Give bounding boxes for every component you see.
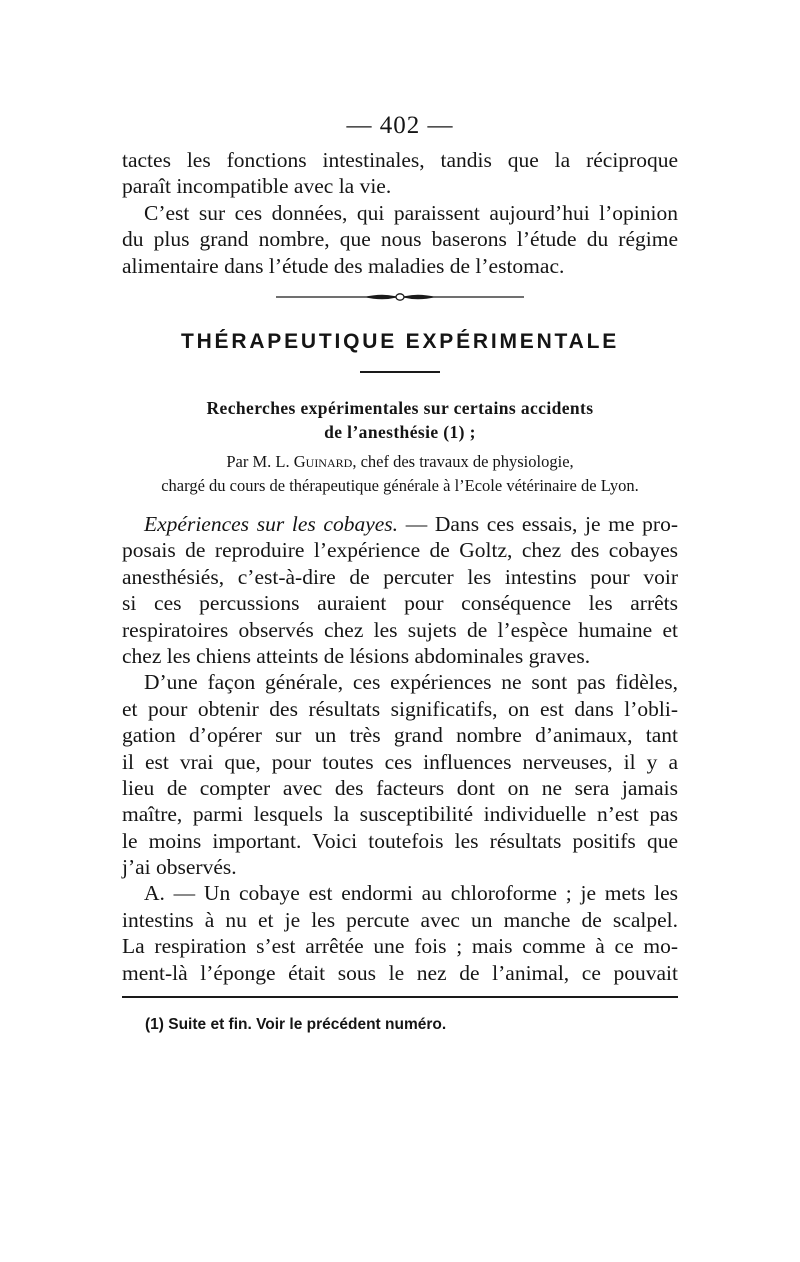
text-line: C’est sur ces données, qui paraissent aujourd’hui l’opinion bbox=[144, 200, 678, 225]
byline-suffix: , chef des travaux de physiologie, bbox=[352, 452, 574, 471]
text-line: gation d’opérer sur un très grand nombre d’animaux, tant bbox=[122, 723, 678, 748]
footnote: (1) Suite et fin. Voir le précédent numéro. bbox=[145, 1016, 447, 1033]
text-line: anesthésiés, c’est-à-dire de percuter les intestins pour voir bbox=[122, 564, 678, 589]
footnote-rule bbox=[122, 996, 678, 998]
article-title-line: de l’anesthésie (1) ; bbox=[324, 422, 476, 442]
text-line: intestins à nu et je les percute avec un manche de scalpel. bbox=[122, 907, 678, 932]
text-line: posais de reproduire l’expérience de Goltz, chez des cobayes bbox=[122, 538, 678, 563]
text-line: chez les chiens atteints de lésions abdominales graves. bbox=[122, 643, 591, 668]
text-line: si ces percussions auraient pour conséquence les arrêts bbox=[122, 591, 678, 616]
text-line: D’une façon générale, ces expériences ne sont pas fidèles, bbox=[144, 670, 678, 695]
page-number: — 402 — bbox=[346, 112, 454, 139]
text-line: j’ai observés. bbox=[122, 855, 237, 880]
author-name: Guinard bbox=[293, 452, 353, 471]
subheading: Expériences sur les cobayes. bbox=[144, 512, 399, 536]
opening-paragraph bbox=[122, 147, 678, 279]
text-line: du plus grand nombre, que nous baserons l’étude du régime bbox=[122, 227, 678, 252]
text-line: ment-là l’éponge était sous le nez de l’animal, ce pouvait bbox=[122, 960, 678, 985]
text-line: La respiration s’est arrêtée une fois ; mais comme à ce mo- bbox=[122, 934, 678, 959]
text-line: lieu de compter avec des facteurs dont on ne sera jamais bbox=[122, 775, 678, 800]
byline-line bbox=[0, 450, 800, 474]
text-line: et pour obtenir des résultats significatifs, on est dans l’obli- bbox=[122, 696, 678, 721]
ornamental-divider bbox=[276, 290, 524, 304]
byline-prefix: Par M. L. bbox=[226, 452, 294, 471]
text-line: respiratoires observés chez les sujets de l’espèce humaine et bbox=[122, 617, 678, 642]
article-title-line: Recherches expérimentales sur certains accidents bbox=[206, 398, 594, 418]
byline-line: chargé du cours de thérapeutique générale à l’Ecole vétérinaire de Lyon. bbox=[161, 476, 639, 495]
byline bbox=[0, 450, 800, 498]
title-underline bbox=[360, 371, 440, 373]
section-title: THÉRAPEUTIQUE EXPÉRIMENTALE bbox=[180, 330, 620, 353]
text-line: le moins important. Voici toutefois les résultats positifs que bbox=[122, 828, 678, 853]
text-line: maître, parmi lesquels la susceptibilité individuelle n’est pas bbox=[122, 802, 678, 827]
article-title bbox=[0, 396, 800, 444]
text-line bbox=[122, 511, 678, 537]
body-text bbox=[122, 511, 678, 986]
text-line: tactes les fonctions intestinales, tandis que la réciproque bbox=[122, 148, 678, 172]
text-line: il est vrai que, pour toutes ces influences nerveuses, il y a bbox=[122, 749, 678, 774]
text-line: A. — Un cobaye est endormi au chloroforme ; je mets les bbox=[144, 881, 678, 906]
text-line: alimentaire dans l’étude des maladies de l’estomac. bbox=[122, 253, 565, 278]
text-fragment: — Dans ces essais, je me pro- bbox=[398, 512, 678, 536]
text-line: paraît incompatible avec la vie. bbox=[122, 174, 392, 199]
